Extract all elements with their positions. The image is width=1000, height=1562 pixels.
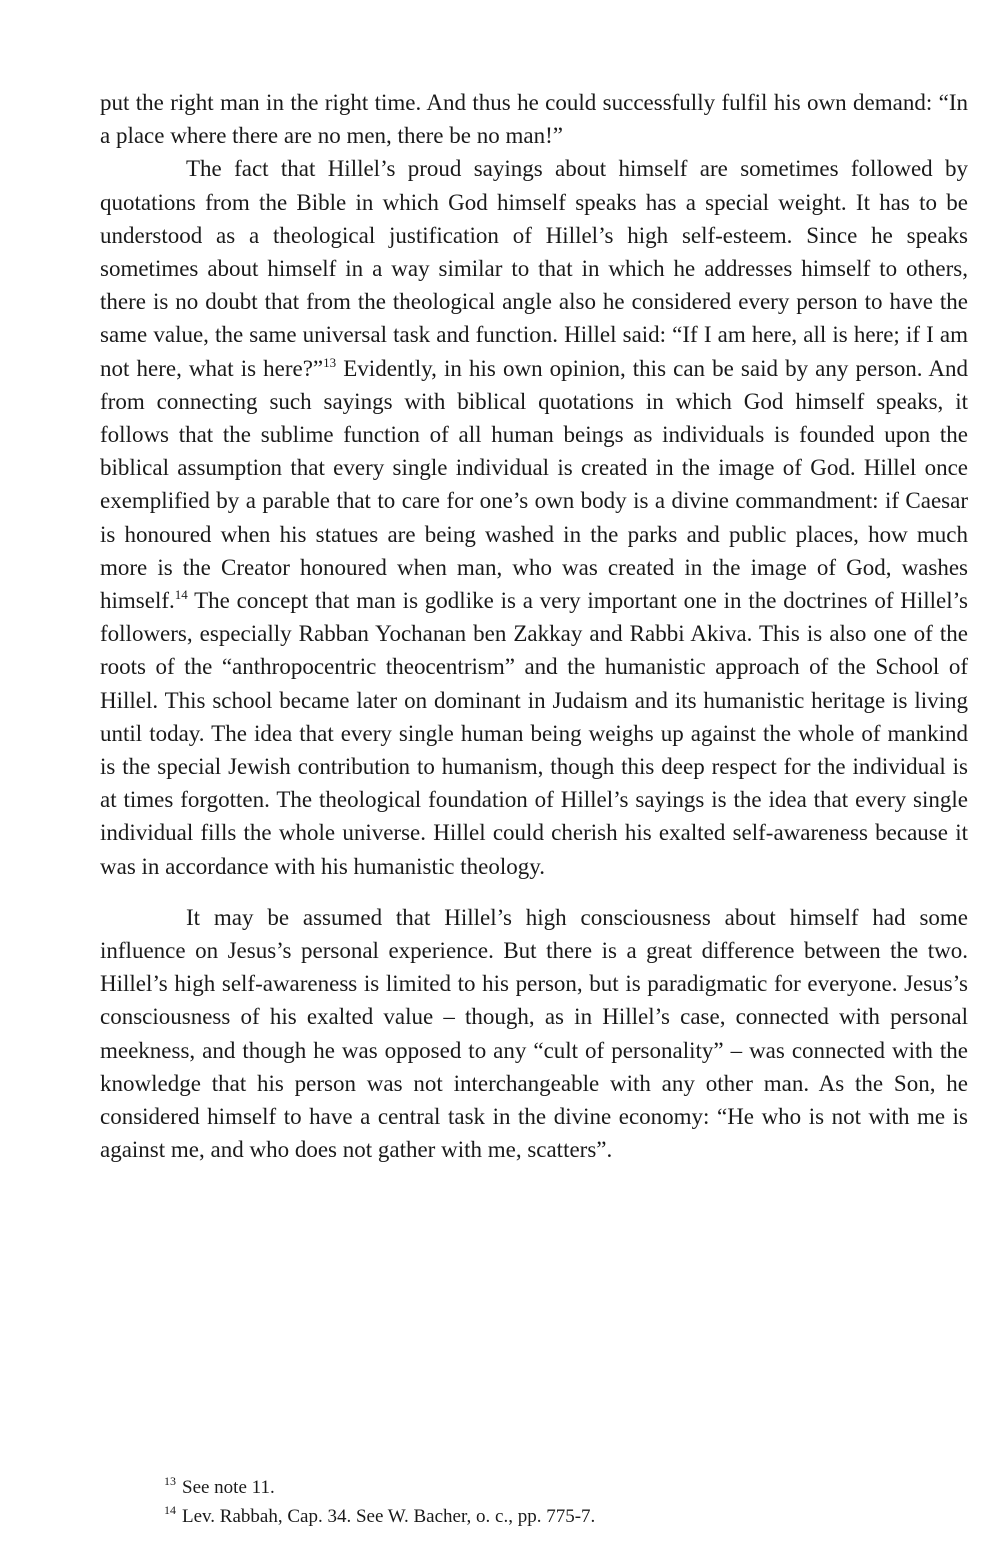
footnote-ref-13: 13 [323, 354, 337, 370]
paragraph-2-text-c: The concept that man is godlike is a very important one in the doctrines of Hillel’s followers, especially Rabban Yochanan ben Zakkay and Rabbi Akiva. This is also one of the roots of the “anthropocentric theocentrism” and the humanistic approach of the School of Hillel. This school became later on dominant in Judaism and its humanistic heritage is living until today. The idea that every single human being weighs up against the whole of mankind is the special Jewish contribution to humanism, though this deep respect for the individual is at times forgotten. The theological foundation of Hillel’s sayings is the idea that every single individual fills the whole universe. Hillel could cherish his exalted self-awareness because it was in accordance with his humanistic theology. [100, 588, 968, 879]
page-body [100, 86, 968, 1167]
footnote-14 [164, 1502, 964, 1531]
paragraph-2-text-a: The fact that Hillel’s proud sayings about himself are sometimes followed by quotations from the Bible in which God himself speaks has a special weight. It has to be understood as a theological justification of Hillel’s high self-esteem. Since he speaks sometimes about himself in a way similar to that in which he addresses himself to others, there is no doubt that from the theological angle also he considered every person to have the same value, the same universal task and function. Hillel said: “If I am here, all is here; if I am not here, what is here?” [100, 156, 968, 381]
footnotes [164, 1473, 964, 1531]
paragraph-3-text: It may be assumed that Hillel’s high consciousness about himself had some influence on Jesus’s personal experience. But there is a great difference between the two. Hillel’s high self-awareness is limited to his person, but is paradigmatic for everyone. Jesus’s consciousness of his exalted value – though, as in Hillel’s case, connected with personal meekness, and though he was opposed to any “cult of personality” – was connected with the knowledge that his person was not interchangeable with any other man. As the Son, he considered himself to have a central task in the divine economy: “He who is not with me is against me, and who does not gather with me, scatters”. [100, 904, 968, 1163]
paragraph-1 [100, 86, 968, 152]
paragraph-1-text: put the right man in the right time. And thus he could successfully fulfil his own demand: “In a place where there are no men, there be no man!” [100, 90, 968, 149]
footnote-number: 13 [164, 1474, 176, 1488]
footnote-13 [164, 1473, 964, 1502]
footnote-number: 14 [164, 1503, 176, 1517]
footnote-text: Lev. Rabbah, Cap. 34. See W. Bacher, o. c., pp. 775-7. [182, 1506, 596, 1527]
footnote-text: See note 11. [182, 1477, 275, 1498]
paragraph-3 [100, 901, 968, 1167]
footnote-ref-14: 14 [174, 587, 188, 603]
paragraph-2-text-b: Evidently, in his own opinion, this can be said by any person. And from connecting such sayings with biblical quotations in which God himself speaks, it follows that the sublime function of all human beings as individuals is founded upon the biblical assumption that every single individual is created in the image of God. Hillel once exemplified by a parable that to care for one’s own body is a divine commandment: if Caesar is honoured when his statues are being washed in the parks and public places, how much more is the Creator honoured when man, who was created in the image of God, washes himself. [100, 355, 968, 614]
paragraph-2 [100, 152, 968, 882]
